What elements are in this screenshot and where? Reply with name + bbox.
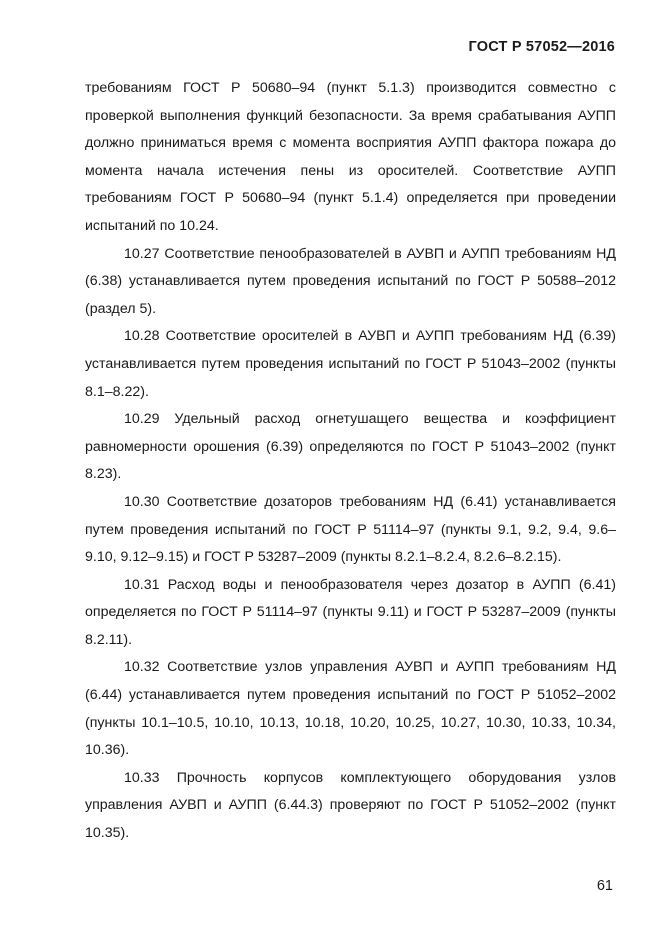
paragraph-10-31: 10.31 Расход воды и пенообразователя через дозатор в АУПП (6.41) определяется по ГОСТ Р 51114–97 (пункты 9.11) и ГОСТ Р 53287–2009 (пункты 8.2.11). (85, 576, 616, 648)
paragraph-10-27: 10.27 Соответствие пенообразователей в АУВП и АУПП требованиям НД (6.38) устанавливается путем проведения испытаний по ГОСТ Р 50588–2012 (раздел 5). (85, 245, 616, 317)
paragraph-10-32: 10.32 Соответствие узлов управления АУВП и АУПП требованиям НД (6.44) устанавливается путем проведения испытаний по ГОСТ Р 51052–2002 (пункты 10.1–10.5, 10.10, 10.13, 10.18, 10.20, 10.25, 10.27, 10.30, 10.33, 10.34, 10.36). (85, 659, 616, 759)
document-body (85, 75, 616, 848)
paragraph-10-30: 10.30 Соответствие дозаторов требованиям НД (6.41) устанавливается путем проведения испытаний по ГОСТ Р 51114–97 (пункты 9.1, 9.2, 9.4, 9.6–9.10, 9.12–9.15) и ГОСТ Р 53287–2009 (пункты 8.2.1–8.2.4, 8.2.6–8.2.15). (85, 493, 616, 566)
paragraph-10-29: 10.29 Удельный расход огнетушащего вещества и коэффициент равномерности орошения (6.39) определяются по ГОСТ Р 51043–2002 (пункт 8.23). (85, 411, 616, 483)
page-number: 61 (596, 878, 613, 894)
standard-header: ГОСТ Р 57052—2016 (468, 39, 615, 55)
paragraph-10-28: 10.28 Соответствие оросителей в АУВП и АУПП требованиям НД (6.39) устанавливается путем проведения испытаний по ГОСТ Р 51043–2002 (пункты 8.1–8.22). (85, 328, 616, 400)
paragraph-10-33: 10.33 Прочность корпусов комплектующего оборудования узлов управления АУВП и АУПП (6.44.3) проверяют по ГОСТ Р 51052–2002 (пункт 10.35). (85, 769, 616, 842)
paragraph-continuation: требованиям ГОСТ Р 50680–94 (пункт 5.1.3) производится совместно с проверкой выполнения функций безопасности. За время срабатывания АУПП должно приниматься время с момента восприятия АУПП фактора пожара до момента начала истечения пены из оросителей. Соответствие АУПП требованиям ГОСТ Р 50680–94 (пункт 5.1.4) определяется при проведении испытаний по 10.24. (85, 80, 616, 234)
